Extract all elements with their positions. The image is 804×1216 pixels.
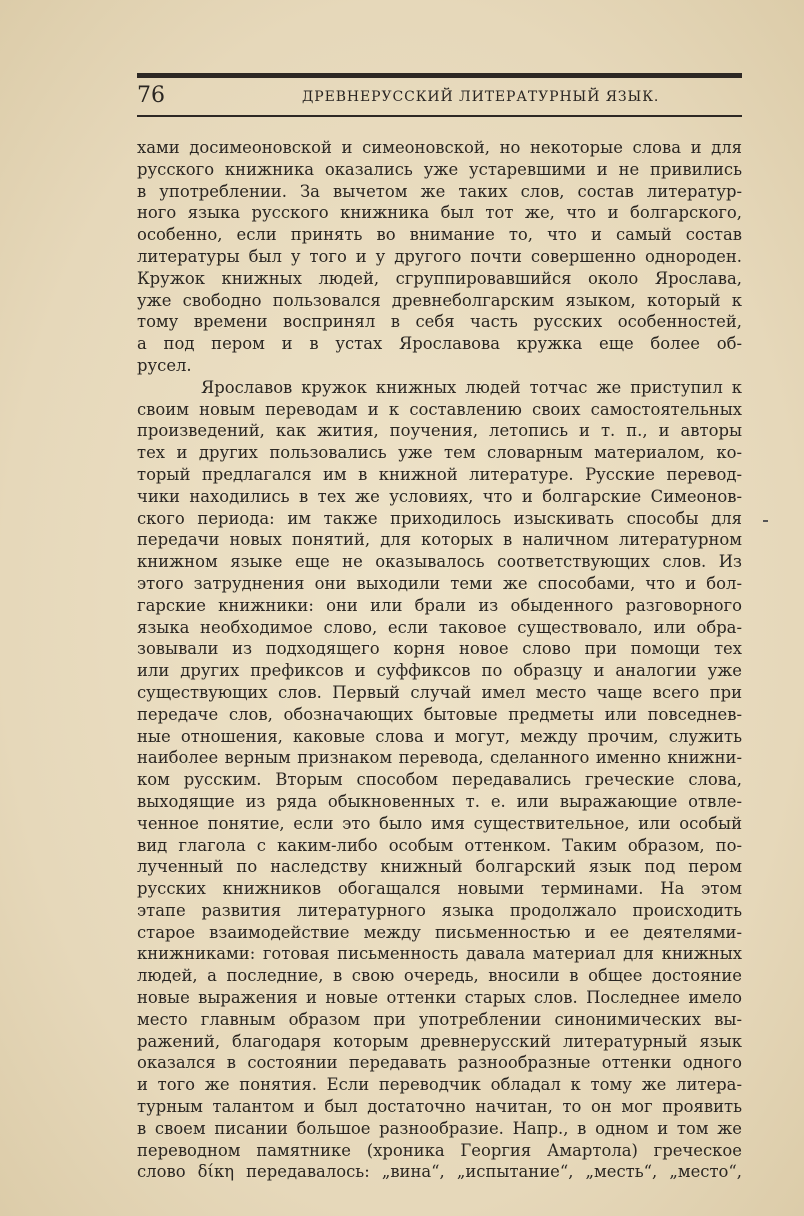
- header-rule-top: [137, 73, 742, 78]
- text-line: тому времени воспринял в себя часть русских особенностей,: [137, 312, 742, 332]
- text-line: уже свободно пользовался древнеболгарским языком, который к: [137, 290, 742, 310]
- text-line: гарские книжники: они или брали из обыденного разговорного: [137, 595, 742, 615]
- text-line: турным талантом и был достаточно начитан, то он мог проявить: [137, 1097, 742, 1117]
- text-line: языка необходимое слово, если таковое существовало, или обра-: [137, 617, 742, 637]
- text-line: лученный по наследству книжный болгарский язык под пером: [137, 857, 742, 877]
- text-line: передачи новых понятий, для которых в наличном литературном: [137, 530, 742, 550]
- text-line: ного языка русского книжника был тот же, что и болгарского,: [137, 203, 742, 223]
- text-line: вид глагола с каким-либо особым оттенком. Таким образом, по-: [137, 835, 742, 855]
- text-line: наиболее верным признаком перевода, сделанного именно книжни-: [137, 748, 742, 768]
- text-line: ского периода: им также приходилось изыскивать способы для: [137, 508, 742, 528]
- text-line: русских книжников обогащался новыми терминами. На этом: [137, 879, 742, 899]
- text-line: выходящие из ряда обыкновенных т. е. или выражающие отвле-: [137, 791, 742, 811]
- text-line: хами досимеоновской и симеоновской, но некоторые слова и для: [137, 138, 742, 157]
- running-title: ДРЕВНЕРУССКИЙ ЛИТЕРАТУРНЫЙ ЯЗЫК.: [302, 89, 660, 105]
- page-header: [137, 82, 742, 110]
- text-line: Кружок книжных людей, сгруппировавшийся около Ярослава,: [137, 268, 742, 288]
- text-line: переводном памятнике (хроника Георгия Амартола) греческое: [137, 1140, 742, 1160]
- text-line: в своем писании большое разнообразие. Напр., в одном и том же: [137, 1118, 742, 1138]
- text-line: произведений, как жития, поучения, летопись и т. п., и авторы: [137, 421, 742, 441]
- text-line: ченное понятие, если это было имя существительное, или особый: [137, 813, 742, 833]
- text-line: передаче слов, обозначающих бытовые предметы или повседнев-: [137, 704, 742, 724]
- text-line: новые выражения и новые оттенки старых слов. Последнее имело: [137, 988, 742, 1008]
- text-line: русел.: [137, 355, 192, 375]
- text-line: или других префиксов и суффиксов по образцу и аналогии уже: [137, 661, 742, 681]
- text-line: место главным образом при употреблении синонимических вы-: [137, 1009, 742, 1029]
- text-line: ные отношения, каковые слова и могут, между прочим, служить: [137, 726, 742, 746]
- text-line: существующих слов. Первый случай имел место чаще всего при: [137, 682, 742, 702]
- margin-mark: [763, 520, 768, 522]
- text-line: а под пером и в устах Ярославова кружка еще более об-: [137, 334, 742, 354]
- text-line: книжниками: готовая письменность давала материал для книжных: [137, 944, 742, 964]
- text-line: русского книжника оказались уже устаревшими и не привились: [137, 159, 742, 179]
- text-line: своим новым переводам и к составлению своих самостоятельных: [137, 399, 742, 419]
- text-line: ражений, благодаря которым древнерусский литературный язык: [137, 1031, 742, 1051]
- text-line: старое взаимодействие между письменностью и ее деятелями-: [137, 922, 742, 942]
- text-line: этого затруднения они выходили теми же способами, что и бол-: [137, 573, 742, 593]
- text-line: Ярославов кружок книжных людей тотчас же приступил к: [201, 377, 742, 397]
- text-line: чики находились в тех же условиях, что и болгарские Симеонов-: [137, 486, 742, 506]
- text-line: людей, а последние, в свою очередь, вносили в общее достояние: [137, 966, 742, 986]
- text-line: ком русским. Вторым способом передавались греческие слова,: [137, 770, 742, 790]
- text-line: слово δίκη передавалось: „вина“, „испытание“, „месть“, „место“,: [137, 1162, 742, 1182]
- text-line: особенно, если принять во внимание то, что и самый состав: [137, 225, 742, 245]
- text-line: и того же понятия. Если переводчик обладал к тому же литера-: [137, 1075, 742, 1095]
- text-line: в употреблении. За вычетом же таких слов, состав литератур-: [137, 181, 742, 201]
- text-line: зовывали из подходящего корня новое слово при помощи тех: [137, 639, 742, 659]
- text-line: этапе развития литературного языка продолжало происходить: [137, 900, 742, 920]
- body-text: [137, 137, 742, 1183]
- text-line: тех и других пользовались уже тем словарным материалом, ко-: [137, 443, 742, 463]
- text-line: оказался в состоянии передавать разнообразные оттенки одного: [137, 1053, 742, 1073]
- page-number: 76: [137, 83, 165, 108]
- text-line: торый предлагался им в книжной литературе. Русские перевод-: [137, 464, 742, 484]
- text-line: книжном языке еще не оказывалось соответствующих слов. Из: [137, 552, 742, 572]
- header-rule-bottom: [137, 115, 742, 117]
- text-line: литературы был у того и у другого почти совершенно однороден.: [137, 246, 742, 266]
